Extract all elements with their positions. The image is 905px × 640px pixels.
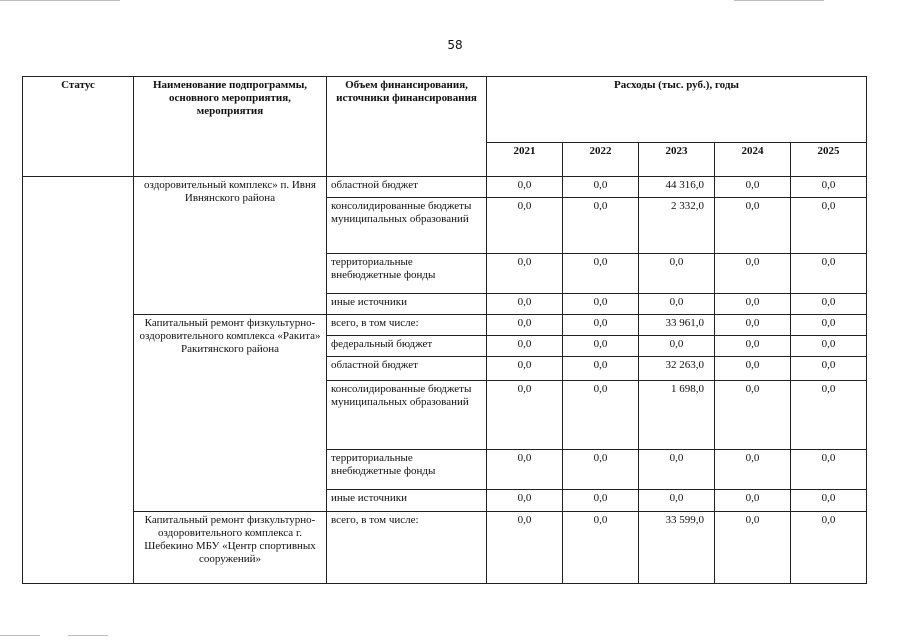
value-2025: 0,0 (791, 450, 867, 490)
value-2021: 0,0 (487, 315, 563, 336)
funding-source: областной бюджет (327, 177, 487, 198)
status-cell (23, 177, 134, 584)
value-2024: 0,0 (715, 198, 791, 254)
table-row (23, 177, 867, 198)
value-2023: 0,0 (639, 336, 715, 357)
funding-source: областной бюджет (327, 357, 487, 381)
value-2021: 0,0 (487, 512, 563, 584)
value-2021: 0,0 (487, 254, 563, 294)
value-2021: 0,0 (487, 177, 563, 198)
value-2025: 0,0 (791, 198, 867, 254)
value-2023: 0,0 (639, 294, 715, 315)
value-2023: 33 961,0 (639, 315, 715, 336)
funding-source: иные источники (327, 294, 487, 315)
value-2025: 0,0 (791, 294, 867, 315)
funding-source: территориальные внебюджетные фонды (327, 450, 487, 490)
value-2022: 0,0 (563, 512, 639, 584)
header-row (23, 77, 867, 143)
value-2024: 0,0 (715, 177, 791, 198)
header-status: Статус (23, 77, 134, 177)
value-2021: 0,0 (487, 198, 563, 254)
table-row (23, 315, 867, 336)
value-2024: 0,0 (715, 450, 791, 490)
value-2021: 0,0 (487, 336, 563, 357)
funding-source: всего, в том числе: (327, 315, 487, 336)
funding-source: всего, в том числе: (327, 512, 487, 584)
value-2024: 0,0 (715, 315, 791, 336)
page-number: 58 (447, 38, 463, 52)
funding-source: иные источники (327, 490, 487, 512)
value-2022: 0,0 (563, 177, 639, 198)
value-2025: 0,0 (791, 512, 867, 584)
project-name: Капитальный ремонт физкультурно-оздоровительного комплекса «Ракита» Ракитянского района (134, 315, 327, 512)
value-2024: 0,0 (715, 512, 791, 584)
table-row (23, 512, 867, 584)
value-2025: 0,0 (791, 315, 867, 336)
funding-source: федеральный бюджет (327, 336, 487, 357)
value-2021: 0,0 (487, 357, 563, 381)
value-2025: 0,0 (791, 177, 867, 198)
value-2023: 32 263,0 (639, 357, 715, 381)
value-2023: 0,0 (639, 450, 715, 490)
funding-source: территориальные внебюджетные фонды (327, 254, 487, 294)
scan-artifact-top-right (734, 0, 824, 1)
value-2022: 0,0 (563, 450, 639, 490)
scan-artifact-bottom-mid (68, 635, 108, 636)
value-2023: 0,0 (639, 490, 715, 512)
value-2022: 0,0 (563, 490, 639, 512)
value-2022: 0,0 (563, 381, 639, 450)
value-2021: 0,0 (487, 490, 563, 512)
value-2022: 0,0 (563, 357, 639, 381)
value-2022: 0,0 (563, 315, 639, 336)
budget-table (22, 76, 867, 584)
project-name: оздоровительный комплекс» п. Ивня Ивнянского района (134, 177, 327, 315)
value-2024: 0,0 (715, 490, 791, 512)
value-2025: 0,0 (791, 490, 867, 512)
value-2024: 0,0 (715, 254, 791, 294)
header-expenses: Расходы (тыс. руб.), годы (487, 77, 867, 143)
value-2025: 0,0 (791, 381, 867, 450)
value-2024: 0,0 (715, 357, 791, 381)
value-2022: 0,0 (563, 254, 639, 294)
value-2024: 0,0 (715, 336, 791, 357)
year-2024: 2024 (715, 143, 791, 177)
value-2023: 1 698,0 (639, 381, 715, 450)
scan-artifact-top-left (0, 0, 120, 1)
value-2022: 0,0 (563, 294, 639, 315)
value-2023: 44 316,0 (639, 177, 715, 198)
value-2023: 2 332,0 (639, 198, 715, 254)
value-2021: 0,0 (487, 294, 563, 315)
header-volume: Объем финансирования, источники финансирования (327, 77, 487, 177)
project-name: Капитальный ремонт физкультурно-оздоровительного комплекса г. Шебекино МБУ «Центр спортивных сооружений» (134, 512, 327, 584)
value-2025: 0,0 (791, 357, 867, 381)
value-2024: 0,0 (715, 381, 791, 450)
value-2023: 33 599,0 (639, 512, 715, 584)
header-name: Наименование подпрограммы, основного мероприятия, мероприятия (134, 77, 327, 177)
value-2022: 0,0 (563, 336, 639, 357)
value-2023: 0,0 (639, 254, 715, 294)
value-2021: 0,0 (487, 450, 563, 490)
scan-artifact-bottom-left (0, 635, 40, 636)
year-2021: 2021 (487, 143, 563, 177)
funding-source: консолидированные бюджеты муниципальных образований (327, 198, 487, 254)
year-2025: 2025 (791, 143, 867, 177)
value-2022: 0,0 (563, 198, 639, 254)
value-2025: 0,0 (791, 254, 867, 294)
year-2022: 2022 (563, 143, 639, 177)
value-2024: 0,0 (715, 294, 791, 315)
year-2023: 2023 (639, 143, 715, 177)
value-2025: 0,0 (791, 336, 867, 357)
funding-source: консолидированные бюджеты муниципальных образований (327, 381, 487, 450)
value-2021: 0,0 (487, 381, 563, 450)
